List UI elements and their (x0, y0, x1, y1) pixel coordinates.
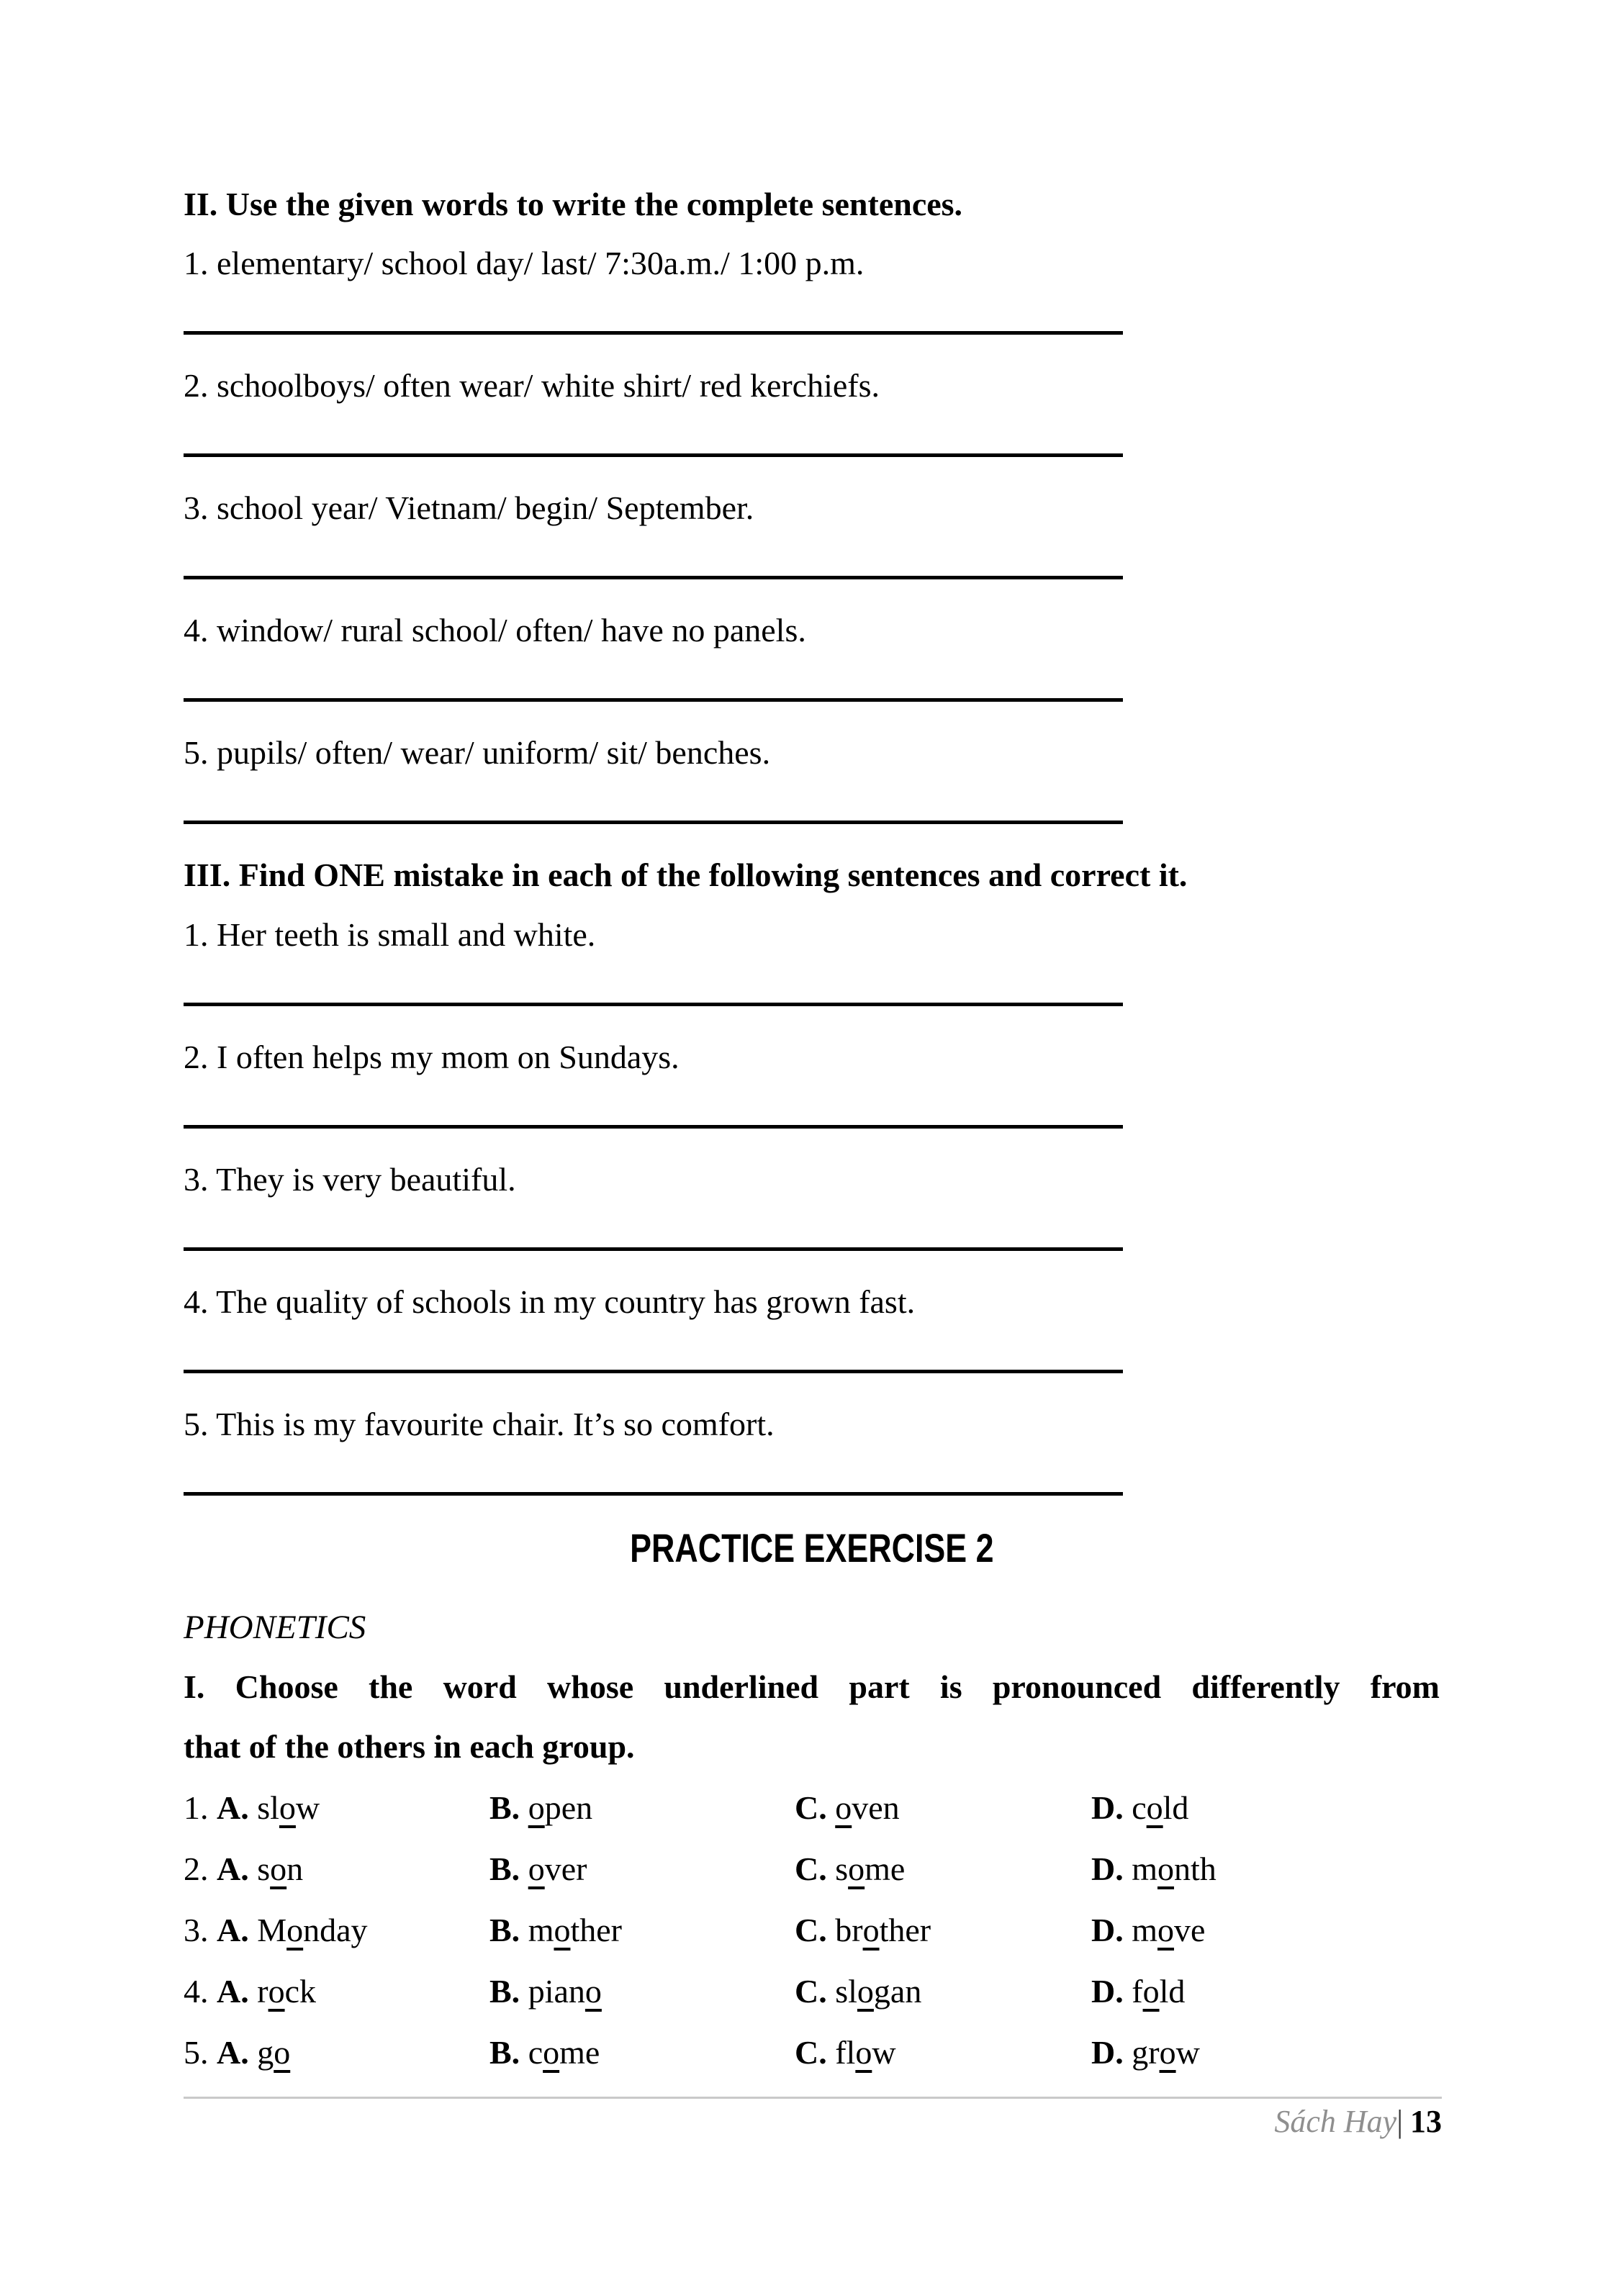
choice-letter: C. (795, 1850, 827, 1887)
choice-option (489, 1909, 795, 1951)
choice-option (1091, 2032, 1440, 2074)
choice-word: brother (835, 1912, 931, 1948)
underlined-letter: o (1142, 1973, 1160, 2010)
choice-letter: C. (795, 1912, 827, 1948)
choice-word: rock (257, 1973, 316, 2010)
choice-word: fold (1132, 1973, 1186, 2010)
underlined-letter: o (1159, 2034, 1176, 2071)
choice-word: some (835, 1850, 906, 1887)
section-2-title: II. Use the given words to write the complete sentences. (184, 186, 963, 222)
underlined-letter: o (862, 1912, 880, 1948)
question-text: 3. They is very beautiful. (184, 1161, 516, 1198)
underlined-letter: o (528, 1850, 545, 1887)
answer-blank-line (184, 1370, 1123, 1373)
choice-option (184, 1909, 489, 1951)
instruction-word: the (369, 1668, 413, 1705)
question-block (184, 1281, 1440, 1373)
underlined-letter: o (543, 2034, 560, 2071)
question-block (184, 365, 1440, 457)
question-text: 2. schoolboys/ often wear/ white shirt/ red kerchiefs. (184, 367, 880, 404)
choice-word: go (257, 2034, 291, 2071)
phonetics-instruction-line1 (184, 1666, 1440, 1708)
page-footer (184, 2097, 1442, 2141)
choice-word: over (528, 1850, 587, 1887)
choice-word: slogan (835, 1973, 922, 2010)
instruction-word: Choose (235, 1668, 338, 1705)
question-text: 2. I often helps my mom on Sundays. (184, 1039, 680, 1075)
question-text: 4. The quality of schools in my country has grown fast. (184, 1283, 916, 1320)
choice-word: move (1132, 1912, 1206, 1948)
choice-letter: A. (217, 1912, 249, 1948)
underlined-letter: o (584, 1973, 602, 2010)
multiple-choice-grid (184, 1787, 1440, 2074)
choice-letter: A. (217, 1850, 249, 1887)
choice-word: piano (528, 1973, 602, 2010)
choice-option (184, 1971, 489, 2012)
underlined-letter: o (554, 1912, 571, 1948)
choice-word: come (528, 2034, 600, 2071)
practice-exercise-heading (184, 1526, 1440, 1570)
underlined-letter: o (1157, 1850, 1175, 1887)
choice-word: oven (835, 1789, 900, 1826)
choice-word: month (1132, 1850, 1216, 1887)
choice-option (1091, 1848, 1440, 1890)
choice-letter: B. (489, 2034, 520, 2071)
choice-letter: D. (1091, 1850, 1124, 1887)
choice-option (795, 2032, 1091, 2074)
choice-option (795, 1909, 1091, 1951)
choice-option (795, 1848, 1091, 1890)
footer-separator: | (1396, 2104, 1403, 2139)
answer-blank-line (184, 1247, 1123, 1251)
answer-blank-line (184, 1492, 1123, 1496)
choice-letter: D. (1091, 1789, 1124, 1826)
question-block (184, 1159, 1440, 1251)
choice-word: slow (257, 1789, 320, 1826)
choice-letter: B. (489, 1850, 520, 1887)
question-text: 3. school year/ Vietnam/ begin/ September. (184, 489, 754, 526)
choice-word: cold (1132, 1789, 1189, 1826)
choice-letter: B. (489, 1789, 520, 1826)
question-text: 5. This is my favourite chair. It’s so comfort. (184, 1406, 775, 1442)
choice-letter: A. (217, 1973, 249, 2010)
footer-text (184, 2103, 1442, 2141)
answer-blank-line (184, 331, 1123, 335)
brand-name: Sách Hay (1274, 2104, 1397, 2139)
underlined-letter: o (857, 1973, 874, 2010)
phonetics-label: PHONETICS (184, 1609, 366, 1646)
section-3-question-list (184, 914, 1440, 1496)
choice-option (1091, 1909, 1440, 1951)
instruction-word: whose (547, 1668, 634, 1705)
choice-option (489, 1848, 795, 1890)
question-text: 5. pupils/ often/ wear/ uniform/ sit/ benches. (184, 734, 771, 771)
underlined-letter: o (279, 1789, 296, 1826)
instruction-word: word (443, 1668, 517, 1705)
choice-option (184, 2032, 489, 2074)
choice-number: 1. (184, 1789, 209, 1826)
question-block (184, 487, 1440, 579)
instruction-word: I. (184, 1668, 205, 1705)
answer-blank-line (184, 821, 1123, 824)
choice-letter: C. (795, 1789, 827, 1826)
choice-option (795, 1971, 1091, 2012)
page-number: 13 (1410, 2104, 1442, 2139)
choice-option (184, 1787, 489, 1829)
underlined-letter: o (270, 1850, 287, 1887)
question-block (184, 732, 1440, 824)
choice-option (1091, 1971, 1440, 2012)
choice-letter: B. (489, 1912, 520, 1948)
choice-letter: D. (1091, 1912, 1124, 1948)
choice-option (184, 1848, 489, 1890)
answer-blank-line (184, 453, 1123, 457)
answer-blank-line (184, 698, 1123, 702)
instruction-word: differently (1191, 1668, 1340, 1705)
choice-letter: A. (217, 2034, 249, 2071)
instruction-word: part (849, 1668, 910, 1705)
question-block (184, 914, 1440, 1006)
page-content (184, 184, 1440, 2074)
underlined-letter: o (274, 2034, 291, 2071)
practice-exercise-heading-text: PRACTICE EXERCISE 2 (629, 1525, 994, 1570)
underlined-letter: o (268, 1973, 285, 2010)
question-text: 4. window/ rural school/ often/ have no panels. (184, 612, 806, 648)
question-block (184, 243, 1440, 335)
instruction-word: pronounced (992, 1668, 1162, 1705)
section-3-title: III. Find ONE mistake in each of the following sentences and correct it. (184, 857, 1188, 893)
choice-letter: A. (217, 1789, 249, 1826)
choice-number: 3. (184, 1912, 209, 1948)
choice-option (1091, 1787, 1440, 1829)
choice-word: flow (835, 2034, 896, 2071)
underlined-letter: o (1146, 1789, 1163, 1826)
choice-option (795, 1787, 1091, 1829)
choice-option (489, 1971, 795, 2012)
choice-letter: B. (489, 1973, 520, 2010)
choice-letter: C. (795, 1973, 827, 2010)
question-text: 1. elementary/ school day/ last/ 7:30a.m./ 1:00 p.m. (184, 245, 865, 281)
answer-blank-line (184, 1003, 1123, 1006)
choice-number: 5. (184, 2034, 209, 2071)
footer-divider (184, 2097, 1442, 2099)
instruction-word: from (1370, 1668, 1440, 1705)
underlined-letter: o (855, 2034, 872, 2071)
underlined-letter: o (1157, 1912, 1175, 1948)
choice-option (489, 2032, 795, 2074)
choice-word: grow (1132, 2034, 1200, 2071)
underlined-letter: o (835, 1789, 852, 1826)
question-block (184, 1036, 1440, 1129)
choice-option (489, 1787, 795, 1829)
choice-letter: D. (1091, 1973, 1124, 2010)
instruction-word: is (939, 1668, 962, 1705)
phonetics-instruction-line2: that of the others in each group. (184, 1728, 635, 1765)
underlined-letter: o (286, 1912, 304, 1948)
instruction-word: underlined (664, 1668, 819, 1705)
underlined-letter: o (848, 1850, 865, 1887)
choice-number: 2. (184, 1850, 209, 1887)
question-text: 1. Her teeth is small and white. (184, 916, 596, 953)
choice-word: son (257, 1850, 304, 1887)
underlined-letter: o (528, 1789, 545, 1826)
section-2-question-list (184, 243, 1440, 824)
choice-letter: D. (1091, 2034, 1124, 2071)
choice-word: mother (528, 1912, 622, 1948)
choice-word: Monday (257, 1912, 368, 1948)
answer-blank-line (184, 1125, 1123, 1129)
choice-letter: C. (795, 2034, 827, 2071)
question-block (184, 1404, 1440, 1496)
answer-blank-line (184, 576, 1123, 579)
choice-number: 4. (184, 1973, 209, 2010)
question-block (184, 610, 1440, 702)
choice-word: open (528, 1789, 593, 1826)
